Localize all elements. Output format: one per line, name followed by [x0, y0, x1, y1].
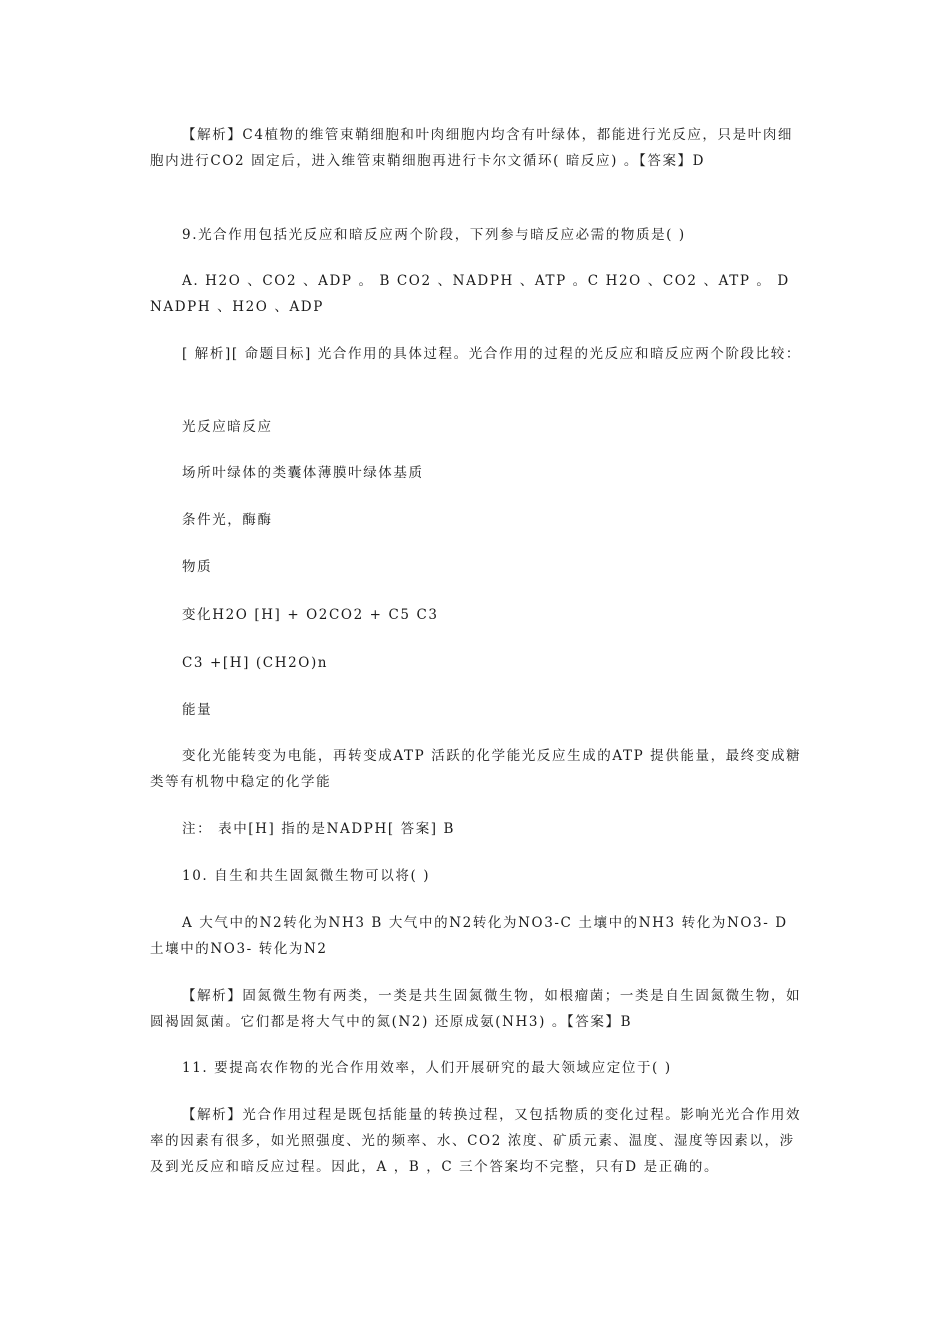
table-row-material-change: 变化H2O [H] + O2CO2 + C5 C3 — [182, 607, 439, 623]
table-row-material: 物质 — [182, 559, 213, 575]
table-row-header: 光反应暗反应 — [182, 419, 273, 435]
table-row-energy: 能量 — [182, 702, 213, 718]
table-row-location: 场所叶绿体的类囊体薄膜叶绿体基质 — [182, 465, 424, 481]
note-answer-q9: 注： 表中[H] 指的是NADPH[ 答案] B — [182, 821, 456, 837]
table-row-conditions: 条件光，酶酶 — [182, 512, 273, 528]
paragraph-analysis-c4: 【解析】C4植物的维管束鞘细胞和叶肉细胞内均含有叶绿体，都能进行光反应，只是叶肉细胞内进行CO2 固定后，进入维管束鞘细胞再进行卡尔文循环( 暗反应) 。【答案】D — [150, 127, 794, 169]
paragraph-analysis-q9: [ 解析][ 命题目标] 光合作用的具体过程。光合作用的过程的光反应和暗反应两个阶段比较： — [182, 346, 801, 362]
table-row-material-change-2: C3 +[H] (CH2O)n — [182, 655, 329, 671]
question-9: 9.光合作用包括光反应和暗反应两个阶段，下列参与暗反应必需的物质是( ) — [182, 227, 686, 243]
paragraph-analysis-q11: 【解析】光合作用过程是既包括能量的转换过程，又包括物质的变化过程。影响光光合作用效率的因素有很多，如光照强度、光的频率、水、CO2 浓度、矿质元素、温度、湿度等因素以，涉及到光反应和暗反应过程。因此，A ，B ，C 三个答案均不完整，只有D 是正确的。 — [150, 1107, 802, 1175]
paragraph-analysis-q10: 【解析】固氮微生物有两类，一类是共生固氮微生物，如根瘤菌；一类是自生固氮微生物，如圆褐固氮菌。它们都是将大气中的氮(N2) 还原成氨(NH3) 。【答案】B — [150, 988, 802, 1030]
question-10: 10. 自生和共生固氮微生物可以将( ) — [182, 868, 431, 884]
question-10-options: A 大气中的N2转化为NH3 B 大气中的N2转化为NO3-C 土壤中的NH3 转化为NO3- D 土壤中的NO3- 转化为N2 — [150, 915, 788, 957]
question-11: 11. 要提高农作物的光合作用效率，人们开展研究的最大领域应定位于( ) — [182, 1060, 672, 1076]
question-9-options: A. H2O 、CO2 、ADP 。 B CO2 、NADPH 、ATP 。C H2O 、CO2 、ATP 。 D NADPH 、H2O 、ADP — [150, 273, 790, 315]
table-row-energy-change: 变化光能转变为电能，再转变成ATP 活跃的化学能光反应生成的ATP 提供能量，最终变成糖类等有机物中稳定的化学能 — [150, 748, 802, 790]
